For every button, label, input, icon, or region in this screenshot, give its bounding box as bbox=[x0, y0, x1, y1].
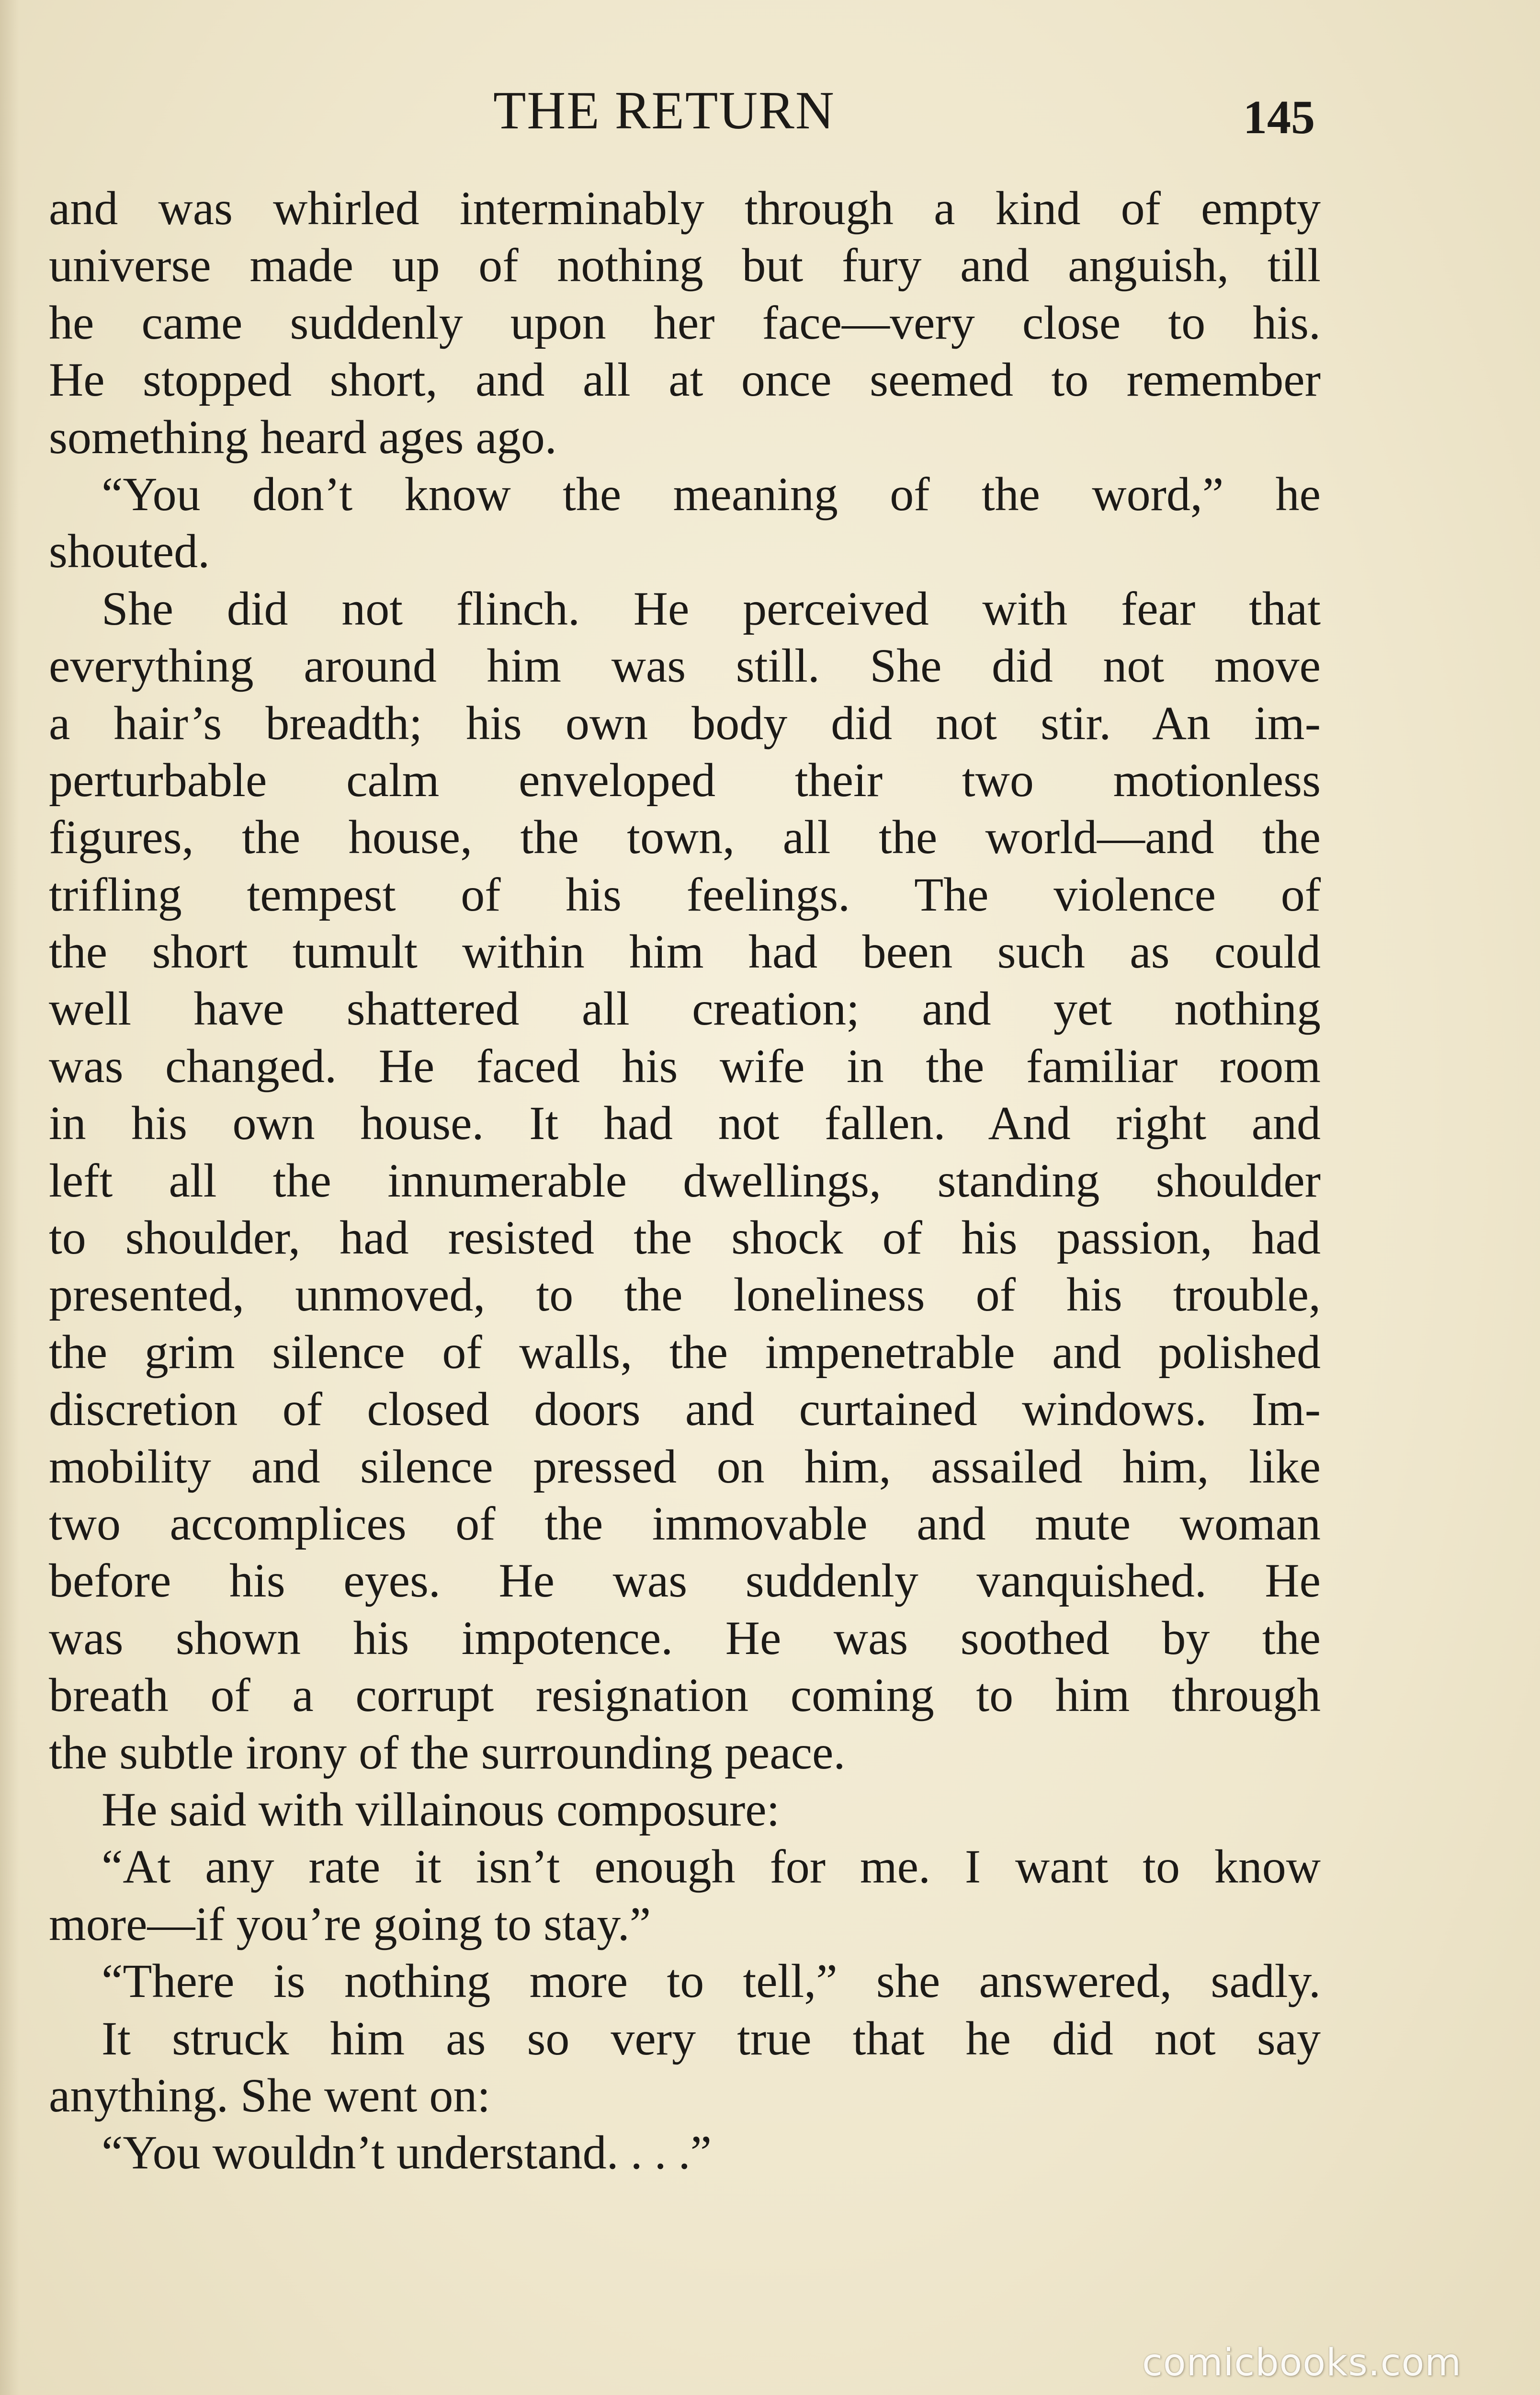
text-line: well have shattered all creation; and yet nothing bbox=[49, 982, 1321, 1036]
body-text bbox=[49, 180, 1321, 2181]
text-line: perturbable calm enveloped their two motionless bbox=[49, 753, 1321, 807]
text-line: trifling tempest of his feelings. The violence of bbox=[49, 867, 1321, 921]
text-line: “You wouldn’t understand. . . .” bbox=[102, 2126, 712, 2179]
text-line: universe made up of nothing but fury and anguish, till bbox=[49, 239, 1321, 292]
text-line: discretion of closed doors and curtained windows. Im- bbox=[49, 1382, 1321, 1436]
text-line: left all the innumerable dwellings, standing shoulder bbox=[49, 1153, 1321, 1207]
text-line: to shoulder, had resisted the shock of his passion, had bbox=[49, 1211, 1321, 1265]
text-line: It struck him as so very true that he did not say bbox=[102, 2011, 1321, 2065]
text-line: a hair’s breadth; his own body did not stir. An im- bbox=[49, 696, 1321, 750]
text-line: he came suddenly upon her face—very close to his. bbox=[49, 296, 1321, 349]
page-edge-shadow bbox=[0, 0, 19, 2395]
text-line: and was whirled interminably through a kind of empty bbox=[49, 182, 1321, 235]
text-line: the short tumult within him had been such as could bbox=[49, 925, 1321, 979]
text-line: “At any rate it isn’t enough for me. I want to know bbox=[102, 1840, 1321, 1893]
text-line: figures, the house, the town, all the world—and the bbox=[49, 810, 1321, 864]
text-line: was changed. He faced his wife in the familiar room bbox=[49, 1039, 1321, 1093]
text-line: more—if you’re going to stay.” bbox=[49, 1897, 651, 1950]
text-line: She did not flinch. He perceived with fear that bbox=[102, 582, 1321, 635]
text-line: mobility and silence pressed on him, assailed him, like bbox=[49, 1439, 1321, 1493]
text-line: in his own house. It had not fallen. And right and bbox=[49, 1096, 1321, 1150]
text-line: anything. She went on: bbox=[49, 2068, 491, 2122]
text-line: was shown his impotence. He was soothed by the bbox=[49, 1611, 1321, 1665]
text-line: something heard ages ago. bbox=[49, 410, 557, 464]
text-line: the grim silence of walls, the impenetrable and polished bbox=[49, 1325, 1321, 1379]
watermark-logo: comicbooks.com bbox=[1142, 2341, 1462, 2384]
text-line: “You don’t know the meaning of the word,” he bbox=[102, 467, 1321, 521]
text-line: shouted. bbox=[49, 525, 210, 578]
text-line: before his eyes. He was suddenly vanquished. He bbox=[49, 1554, 1321, 1608]
text-line: everything around him was still. She did not move bbox=[49, 639, 1321, 693]
text-line: breath of a corrupt resignation coming to him through bbox=[49, 1668, 1321, 1722]
text-line: the subtle irony of the surrounding peace. bbox=[49, 1725, 846, 1779]
text-line: presented, unmoved, to the loneliness of his trouble, bbox=[49, 1268, 1321, 1322]
text-line: two accomplices of the immovable and mute woman bbox=[49, 1496, 1321, 1550]
page-number: 145 bbox=[1243, 91, 1315, 144]
text-line: “There is nothing more to tell,” she answered, sadly. bbox=[102, 1954, 1321, 2008]
text-line: He stopped short, and all at once seemed to remember bbox=[49, 353, 1321, 407]
text-line: He said with villainous composure: bbox=[102, 1782, 780, 1836]
running-head-title: THE RETURN bbox=[493, 81, 835, 140]
